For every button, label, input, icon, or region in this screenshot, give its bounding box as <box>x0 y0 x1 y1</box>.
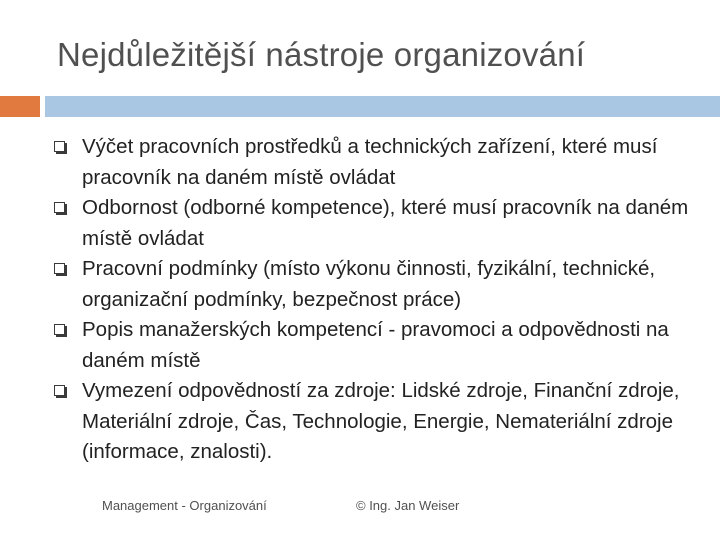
bullet-list <box>52 132 702 468</box>
hollow-square-bullet-icon <box>54 324 65 335</box>
title-accent-bar-orange <box>0 96 40 117</box>
bullet-text: Vymezení odpovědností za zdroje: Lidské zdroje, Finanční zdroje, Materiální zdroje, Čas, Technologie, Energie, Nemateriální zdroje (informace, znalosti). <box>82 379 680 463</box>
bullet-item <box>52 193 702 254</box>
footer-copyright: © Ing. Jan Weiser <box>356 498 460 513</box>
bullet-item <box>52 315 702 376</box>
footer-course-label: Management - Organizování <box>102 498 267 513</box>
bullet-item <box>52 132 702 193</box>
slide-title: Nejdůležitější nástroje organizování <box>57 36 586 73</box>
bullet-text: Popis manažerských kompetencí - pravomoci a odpovědnosti na daném místě <box>82 318 669 372</box>
hollow-square-bullet-icon <box>54 263 65 274</box>
bullet-item <box>52 376 702 468</box>
hollow-square-bullet-icon <box>54 202 65 213</box>
bullet-text: Výčet pracovních prostředků a technických zařízení, které musí pracovník na daném místě ovládat <box>82 135 658 189</box>
bullet-item <box>52 254 702 315</box>
title-accent-bar-blue <box>45 96 720 117</box>
hollow-square-bullet-icon <box>54 385 65 396</box>
bullet-text: Pracovní podmínky (místo výkonu činnosti, fyzikální, technické, organizační podmínky, bezpečnost práce) <box>82 257 656 311</box>
bullet-text: Odbornost (odborné kompetence), které musí pracovník na daném místě ovládat <box>82 196 689 250</box>
hollow-square-bullet-icon <box>54 141 65 152</box>
